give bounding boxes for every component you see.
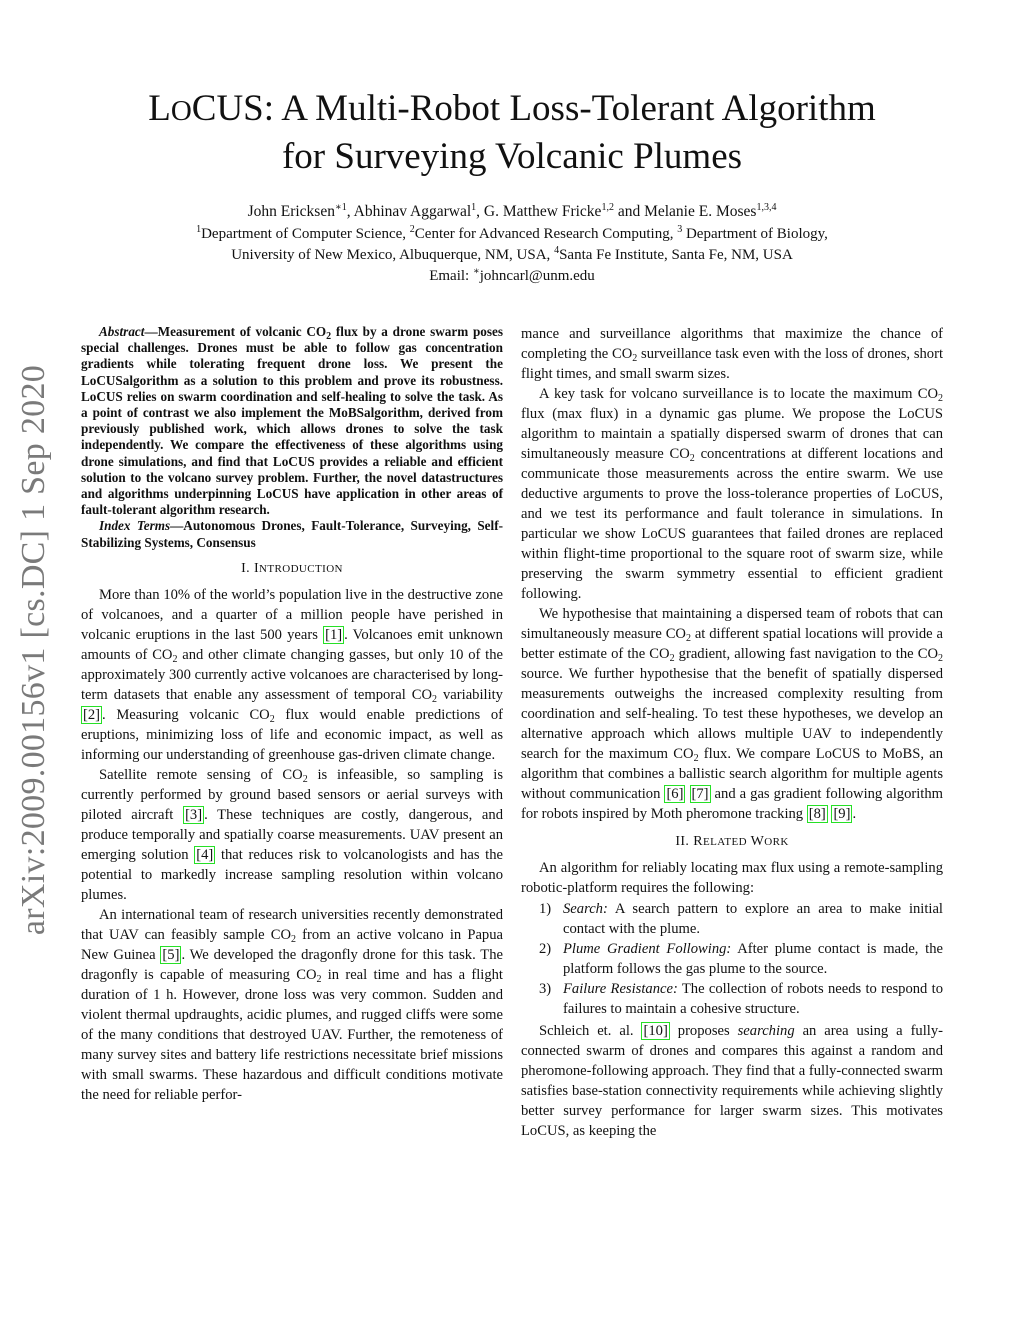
intro-paragraph-3-cont: mance and surveillance algorithms that maximize the chance of completing the $CO_2$ surveillance task even with the loss of drones, short flight times, and small swarm sizes. — [521, 326, 944, 382]
arxiv-stamp: arXiv:2009.00156v1 [cs.DC] 1 Sep 2020 — [15, 364, 52, 936]
citation-link[interactable]: [6] — [666, 786, 684, 802]
section-heading-introduction: I. INTRODUCTION — [241, 560, 343, 576]
intro-paragraph-2: Satellite remote sensing of $CO_2$ is infeasible, so sampling is currently performed by ground based sensors or aerial surveys with piloted aircraft [3] . These techniques are costly, dangerous, and produce temporally and spatially coarse measurements. UAV present an emerging solution [4] that reduces risk to volcanologists and has the potential to markedly increase sampling resolution within volcano plumes. — [81, 766, 503, 903]
list-item: 2) Plume Gradient Following: After plume contact is made, the platform follows the gas plume to the source. — [539, 941, 943, 977]
index-terms: Index Terms—Autonomous Drones, Fault-Tolerance, Surveying, Self-Stabilizing Systems, Consensus — [81, 518, 503, 550]
right-column — [521, 324, 943, 1141]
intro-paragraph-3: An international team of research universities recently demonstrated that UAV can feasibly sample $CO_2$ from an active volcano in Papua New Guinea [5] . We developed the dragonfly drone for this task. The dragonfly is capable of measuring $CO_2$ in real time and has a flight duration of 1 h. However, drone loss was very common. Sudden and violent thermal updraughts, acidic plumes, and rugged cliffs were some of the many conditions that destroyed UAV. Further, the remoteness of many survey sites and battery life restrictions necessitate brief missions with small swarms. These hazardous and difficult conditions motivate the need for reliable perfor- — [81, 906, 503, 1103]
citation-link[interactable]: [4] — [196, 846, 214, 863]
related-paragraph-1: An algorithm for reliably locating max flux using a remote-sampling robotic-platform requires the following: — [521, 860, 943, 896]
citation-link[interactable]: [8] — [808, 806, 826, 822]
contact-email: Email: ∗johncarl@unm.edu — [429, 266, 595, 284]
list-item: 1) Search: A search pattern to explore an area to make initial contact with the plume. — [539, 901, 943, 937]
citation-link[interactable]: [5] — [162, 946, 180, 963]
author-list: John Ericksen$^{∗1}$, Abhinav Aggarwal$^1$, G. Matthew Fricke$^{1,2}$ and Melanie E. Moses$^{1,3,4}$ — [247, 202, 777, 220]
affiliations: $^1$Department of Computer Science, $^2$Center for Advanced Research Computing, $^3$ Department of Biology, University of New Mexico, Albuquerque, NM, USA, $^4$Santa Fe Institute, Santa Fe, NM, USA Email: ∗johncarl@unm.edu — [80, 224, 944, 287]
citation-link[interactable]: [1] — [325, 626, 343, 643]
section-heading-related-work: II. RELATED WORK — [675, 834, 789, 849]
paper-title — [80, 86, 944, 180]
abstract: Abstract—Measurement of volcanic $CO_2$ flux by a drone swarm poses special challenges. Drones must be able to follow gas concentration gradients while tolerating frequent drone loss. We present the LoCUSalgorithm as a solution to this problem and prove its robustness. LoCUS relies on swarm coordination and self-healing to solve the task. As a point of contrast we also implement the MoBSalgorithm, derived from previously published work, which allows drones to solve the task independently. We compare the effectiveness of these algorithms using drone simulations, and find that LoCUS provides a reliable and efficient solution to the volcano survey problem. Further, the novel datastructures and algorithms underpinning LoCUS have application in other areas of fault-tolerant algorithm research. — [81, 324, 503, 518]
intro-paragraph-4: A key task for volcano surveillance is to locate the maximum $CO_2$ flux (max flux) in a dynamic gas plume. We propose the LoCUS algorithm to maintain a spatially dispersed swarm of drones that can simultaneously measure $CO_2$ concentrations at different locations and communicate those measurements across the entire swarm. We use deductive arguments to prove the loss-tolerance properties of LoCUS, and we test its performance and fault tolerance in simulations. In particular we show LoCUS guarantees that failed drones are replaced within flight-time proportional to the square root of swarm size, while preserving the swarm symmetry essential to efficient gradient following. — [521, 386, 943, 602]
citation-link[interactable]: [7] — [691, 786, 709, 802]
citation-link[interactable]: [10] — [643, 1023, 668, 1039]
requirements-list — [521, 899, 943, 1019]
citation-link[interactable]: [3] — [185, 806, 203, 823]
intro-paragraph-5: We hypothesise that maintaining a dispersed team of robots that can simultaneously measure $CO_2$ at different spatial locations will provide a better estimate of the $CO_2$ gradient, allowing fast navigation to the $CO_2$ source. We further hypothesise that the benefit of spatially dispersed measurements outweighs the increased complexity resulting from coordination and self-healing. To test these hypotheses, we develop an alternative approach which allows multiple UAV to independently search for the maximum $CO_2$ flux. We compare LoCUS to MoBS, an algorithm that combines a ballistic search algorithm for multiple agents without communication [6] [7] and a gas gradient following algorithm for robots inspired by Moth pheromone tracking [8] [9] . — [521, 606, 944, 822]
title-line-2: for Surveying Volcanic Plumes — [281, 136, 743, 177]
list-item: 3) Failure Resistance: The collection of robots needs to respond to failures to maintain a cohesive structure. — [539, 981, 943, 1017]
title-line-1: LOCUS: A Multi-Robot Loss-Tolerant Algorithm — [148, 88, 876, 129]
intro-paragraph-1: More than 10% of the world’s population live in the destructive zone of volcanoes, and a quarter of a million people have perished in volcanic eruptions in the last 500 years [1] . Volcanoes emit unknown amounts of $CO_2$ and other climate changing gasses, but only 10 of the approximately 300 currently active volcanoes are characterised by long-term datasets that enable any assessment of temporal $CO_2$ variability [2] . Measuring volcanic $CO_2$ flux would enable predictions of eruptions, minimizing loss of life and economic impact, as well as informing our understanding of greenhouse gas-driven climate change. — [81, 586, 503, 763]
citation-link[interactable]: [9] — [833, 806, 851, 822]
left-column — [81, 324, 503, 1105]
citation-link[interactable]: [2] — [83, 706, 101, 723]
related-paragraph-2: Schleich et. al. [10] proposes searching an area using a fully-connected swarm of drones and compares this against a random and pheromone-following approach. They find that a fully-connected swarm satisfies base-station connectivity requirements while achieving slightly better survey performance for larger swarm sizes. This motivates LoCUS, as keeping the — [521, 1023, 944, 1139]
